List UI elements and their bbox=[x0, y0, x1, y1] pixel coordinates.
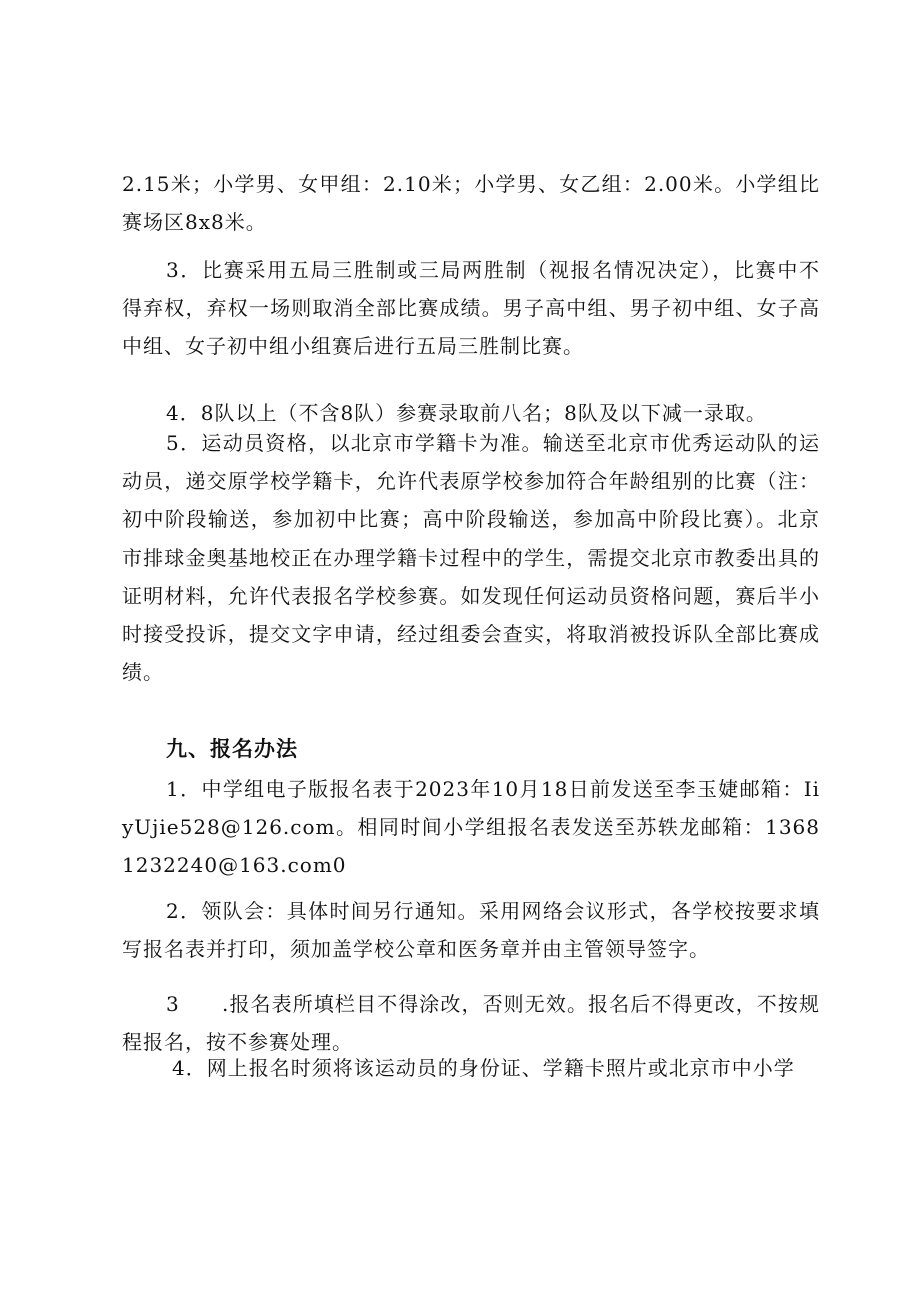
paragraph-court-height-limits: 2.15米；小学男、女甲组：2.10米；小学男、女乙组：2.00米。小学组比赛场区8x8米。 bbox=[122, 172, 820, 235]
paragraph-team-leader-meeting: 2．领队会：具体时间另行通知。采用网络会议形式，各学校按要求填写报名表并打印，须加盖学校公章和医务章并由主管领导签字。 bbox=[122, 899, 820, 962]
section-heading-registration: 九、报名办法 bbox=[166, 737, 298, 761]
paragraph-registration-email: 1．中学组电子版报名表于2023年10月18日前发送至李玉婕邮箱：IiyUjie528@126.com。相同时间小学组报名表发送至苏轶龙邮箱：13681232240@163.com0 bbox=[122, 777, 820, 878]
paragraph-athlete-eligibility: 5．运动员资格，以北京市学籍卡为准。输送至北京市优秀运动队的运动员，递交原学校学籍卡，允许代表原学校参加符合年龄组别的比赛（注：初中阶段输送，参加初中比赛；高中阶段输送，参加高中阶段比赛）。北京市排球金奥基地校正在办理学籍卡过程中的学生，需提交北京市教委出具的证明材料，允许代表报名学校参赛。如发现任何运动员资格问题，赛后半小时接受投诉，提交文字申请，经过组委会查实，将取消被投诉队全部比赛成绩。 bbox=[122, 431, 820, 685]
paragraph-form-rules: 3 .报名表所填栏目不得涂改，否则无效。报名后不得更改，不按规程报名，按不参赛处理。 bbox=[122, 992, 820, 1055]
paragraph-online-registration: 4．网上报名时须将该运动员的身份证、学籍卡照片或北京市中小学 bbox=[172, 1056, 795, 1080]
paragraph-ranking-rule: 4．8队以上（不含8队）参赛录取前八名；8队及以下减一录取。 bbox=[166, 401, 767, 425]
paragraph-match-format: 3．比赛采用五局三胜制或三局两胜制（视报名情况决定），比赛中不得弃权，弃权一场则取消全部比赛成绩。男子高中组、男子初中组、女子高中组、女子初中组小组赛后进行五局三胜制比赛。 bbox=[122, 258, 820, 359]
